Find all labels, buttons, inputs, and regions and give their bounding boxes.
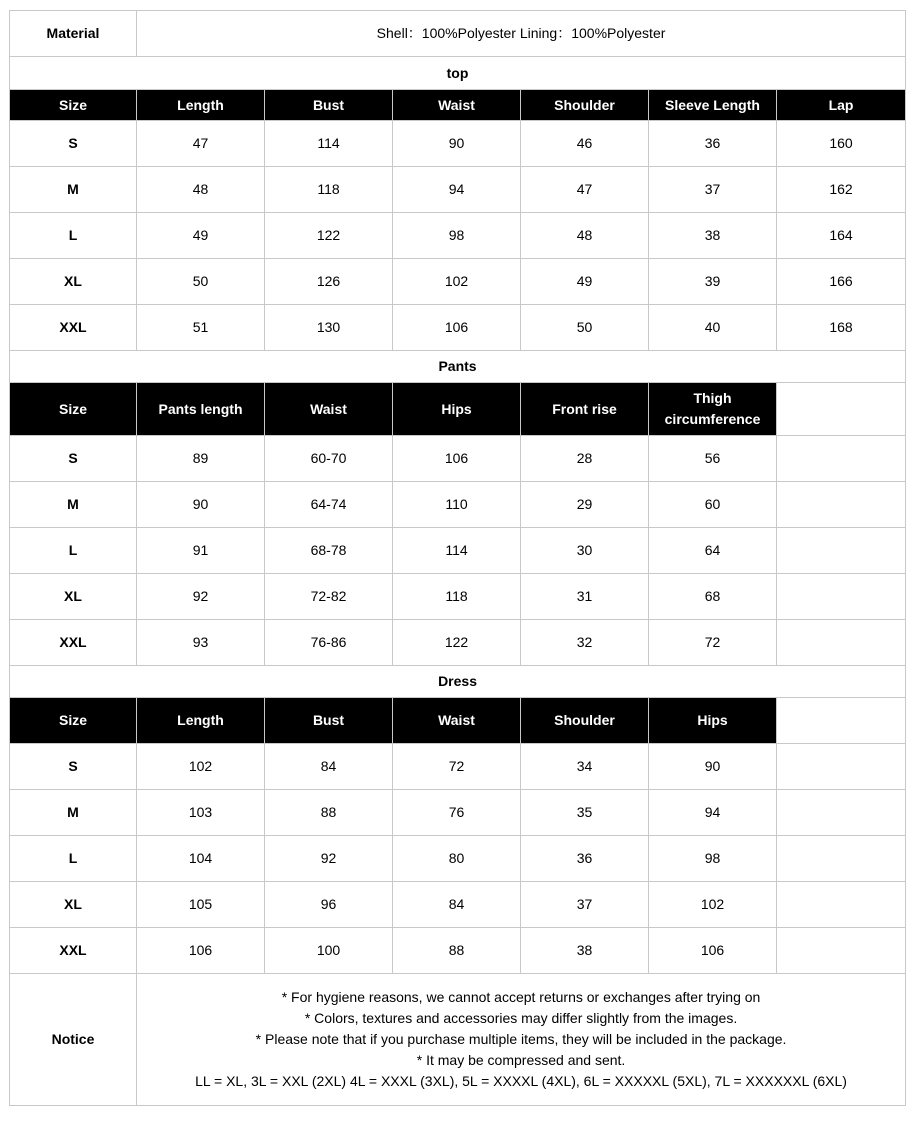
header-cell: Bust bbox=[265, 90, 393, 121]
table-cell: 60 bbox=[649, 482, 777, 528]
notice-line: * It may be compressed and sent. bbox=[416, 1052, 626, 1068]
table-cell: 93 bbox=[137, 620, 265, 666]
size-cell: XXL bbox=[10, 928, 137, 974]
table-cell: 50 bbox=[521, 305, 649, 351]
header-cell: Size bbox=[10, 698, 137, 744]
empty-cell bbox=[777, 698, 906, 744]
table-cell: 36 bbox=[521, 836, 649, 882]
empty-cell bbox=[777, 620, 906, 666]
table-cell: 84 bbox=[265, 744, 393, 790]
table-row bbox=[10, 482, 906, 528]
table-cell: 37 bbox=[521, 882, 649, 928]
empty-cell bbox=[777, 383, 906, 436]
header-cell: Sleeve Length bbox=[649, 90, 777, 121]
empty-cell bbox=[777, 482, 906, 528]
table-row bbox=[10, 436, 906, 482]
empty-cell bbox=[777, 574, 906, 620]
header-cell: Hips bbox=[649, 698, 777, 744]
table-cell: 40 bbox=[649, 305, 777, 351]
table-cell: 39 bbox=[649, 259, 777, 305]
header-cell: Shoulder bbox=[521, 90, 649, 121]
table-cell: 118 bbox=[393, 574, 521, 620]
table-cell: 160 bbox=[777, 121, 906, 167]
table-cell: 96 bbox=[265, 882, 393, 928]
table-cell: 94 bbox=[393, 167, 521, 213]
size-cell: L bbox=[10, 836, 137, 882]
table-cell: 102 bbox=[649, 882, 777, 928]
size-cell: S bbox=[10, 744, 137, 790]
table-row bbox=[10, 574, 906, 620]
table-cell: 48 bbox=[521, 213, 649, 259]
table-row bbox=[10, 213, 906, 259]
empty-cell bbox=[777, 882, 906, 928]
header-cell: Bust bbox=[265, 698, 393, 744]
table-row bbox=[10, 882, 906, 928]
table-cell: 88 bbox=[393, 928, 521, 974]
table-cell: 72 bbox=[393, 744, 521, 790]
top-header-row bbox=[10, 90, 906, 121]
size-cell: XXL bbox=[10, 620, 137, 666]
table-cell: 126 bbox=[265, 259, 393, 305]
header-cell: Lap bbox=[777, 90, 906, 121]
pants-header-row bbox=[10, 383, 906, 436]
table-cell: 72-82 bbox=[265, 574, 393, 620]
empty-cell bbox=[777, 528, 906, 574]
table-cell: 29 bbox=[521, 482, 649, 528]
table-cell: 103 bbox=[137, 790, 265, 836]
table-cell: 76 bbox=[393, 790, 521, 836]
table-cell: 49 bbox=[521, 259, 649, 305]
table-cell: 64 bbox=[649, 528, 777, 574]
header-cell: Thigh circumference bbox=[649, 383, 777, 436]
table-cell: 38 bbox=[521, 928, 649, 974]
table-cell: 68 bbox=[649, 574, 777, 620]
table-cell: 118 bbox=[265, 167, 393, 213]
table-row bbox=[10, 744, 906, 790]
table-cell: 80 bbox=[393, 836, 521, 882]
material-label: Material bbox=[10, 11, 137, 57]
table-cell: 50 bbox=[137, 259, 265, 305]
table-cell: 122 bbox=[265, 213, 393, 259]
table-cell: 31 bbox=[521, 574, 649, 620]
table-cell: 38 bbox=[649, 213, 777, 259]
header-cell: Waist bbox=[265, 383, 393, 436]
table-cell: 47 bbox=[521, 167, 649, 213]
table-cell: 106 bbox=[649, 928, 777, 974]
table-cell: 106 bbox=[393, 305, 521, 351]
empty-cell bbox=[777, 928, 906, 974]
table-cell: 91 bbox=[137, 528, 265, 574]
section-title-row bbox=[10, 351, 906, 383]
empty-cell bbox=[777, 836, 906, 882]
size-cell: M bbox=[10, 167, 137, 213]
notice-line: * For hygiene reasons, we cannot accept returns or exchanges after trying on bbox=[281, 989, 761, 1005]
header-cell: Size bbox=[10, 383, 137, 436]
dress-section-title: Dress bbox=[10, 666, 906, 698]
dress-header-row bbox=[10, 698, 906, 744]
table-cell: 46 bbox=[521, 121, 649, 167]
top-section-title: top bbox=[10, 57, 906, 90]
header-cell: Hips bbox=[393, 383, 521, 436]
table-cell: 35 bbox=[521, 790, 649, 836]
table-cell: 60-70 bbox=[265, 436, 393, 482]
size-chart-table bbox=[9, 10, 906, 1106]
section-title-row bbox=[10, 666, 906, 698]
size-cell: XL bbox=[10, 259, 137, 305]
header-cell: Length bbox=[137, 698, 265, 744]
table-row bbox=[10, 928, 906, 974]
size-cell: M bbox=[10, 482, 137, 528]
table-cell: 34 bbox=[521, 744, 649, 790]
empty-cell bbox=[777, 790, 906, 836]
header-cell: Shoulder bbox=[521, 698, 649, 744]
size-cell: L bbox=[10, 528, 137, 574]
size-cell: M bbox=[10, 790, 137, 836]
table-cell: 64-74 bbox=[265, 482, 393, 528]
table-cell: 98 bbox=[393, 213, 521, 259]
section-title-row bbox=[10, 57, 906, 90]
table-cell: 130 bbox=[265, 305, 393, 351]
notice-label: Notice bbox=[10, 974, 137, 1106]
table-row bbox=[10, 305, 906, 351]
header-cell: Size bbox=[10, 90, 137, 121]
material-row bbox=[10, 11, 906, 57]
table-row bbox=[10, 620, 906, 666]
notice-text bbox=[137, 974, 906, 1106]
table-row bbox=[10, 790, 906, 836]
notice-line: * Colors, textures and accessories may differ slightly from the images. bbox=[304, 1010, 738, 1026]
table-cell: 84 bbox=[393, 882, 521, 928]
table-cell: 102 bbox=[393, 259, 521, 305]
table-row bbox=[10, 167, 906, 213]
table-cell: 94 bbox=[649, 790, 777, 836]
table-cell: 100 bbox=[265, 928, 393, 974]
table-cell: 122 bbox=[393, 620, 521, 666]
header-cell: Length bbox=[137, 90, 265, 121]
table-cell: 28 bbox=[521, 436, 649, 482]
notice-line: LL = XL, 3L = XXL (2XL) 4L = XXXL (3XL), 5L = XXXXL (4XL), 6L = XXXXXL (5XL), 7L = XXXXXXL (6XL) bbox=[195, 1073, 847, 1089]
table-cell: 90 bbox=[649, 744, 777, 790]
table-cell: 89 bbox=[137, 436, 265, 482]
table-cell: 104 bbox=[137, 836, 265, 882]
table-cell: 114 bbox=[393, 528, 521, 574]
table-cell: 30 bbox=[521, 528, 649, 574]
table-cell: 106 bbox=[393, 436, 521, 482]
table-cell: 92 bbox=[137, 574, 265, 620]
table-cell: 72 bbox=[649, 620, 777, 666]
header-cell: Front rise bbox=[521, 383, 649, 436]
table-cell: 90 bbox=[137, 482, 265, 528]
table-cell: 37 bbox=[649, 167, 777, 213]
table-cell: 110 bbox=[393, 482, 521, 528]
table-cell: 114 bbox=[265, 121, 393, 167]
table-cell: 164 bbox=[777, 213, 906, 259]
table-cell: 168 bbox=[777, 305, 906, 351]
pants-section-title: Pants bbox=[10, 351, 906, 383]
table-row bbox=[10, 259, 906, 305]
size-cell: XL bbox=[10, 882, 137, 928]
table-cell: 76-86 bbox=[265, 620, 393, 666]
table-cell: 98 bbox=[649, 836, 777, 882]
table-cell: 56 bbox=[649, 436, 777, 482]
size-cell: L bbox=[10, 213, 137, 259]
header-cell: Waist bbox=[393, 698, 521, 744]
table-row bbox=[10, 121, 906, 167]
table-cell: 32 bbox=[521, 620, 649, 666]
table-cell: 51 bbox=[137, 305, 265, 351]
size-cell: S bbox=[10, 436, 137, 482]
table-cell: 166 bbox=[777, 259, 906, 305]
size-cell: XL bbox=[10, 574, 137, 620]
table-cell: 49 bbox=[137, 213, 265, 259]
table-row bbox=[10, 836, 906, 882]
header-cell: Pants length bbox=[137, 383, 265, 436]
table-cell: 36 bbox=[649, 121, 777, 167]
material-value: Shell：100%Polyester Lining：100%Polyester bbox=[137, 11, 906, 57]
table-cell: 105 bbox=[137, 882, 265, 928]
table-cell: 162 bbox=[777, 167, 906, 213]
notice-row bbox=[10, 974, 906, 1106]
empty-cell bbox=[777, 436, 906, 482]
size-cell: XXL bbox=[10, 305, 137, 351]
table-cell: 106 bbox=[137, 928, 265, 974]
header-cell: Waist bbox=[393, 90, 521, 121]
notice-line: * Please note that if you purchase multiple items, they will be included in the package. bbox=[255, 1031, 787, 1047]
table-cell: 68-78 bbox=[265, 528, 393, 574]
table-row bbox=[10, 528, 906, 574]
table-cell: 47 bbox=[137, 121, 265, 167]
table-cell: 102 bbox=[137, 744, 265, 790]
table-cell: 92 bbox=[265, 836, 393, 882]
table-cell: 48 bbox=[137, 167, 265, 213]
table-cell: 88 bbox=[265, 790, 393, 836]
size-cell: S bbox=[10, 121, 137, 167]
empty-cell bbox=[777, 744, 906, 790]
table-cell: 90 bbox=[393, 121, 521, 167]
